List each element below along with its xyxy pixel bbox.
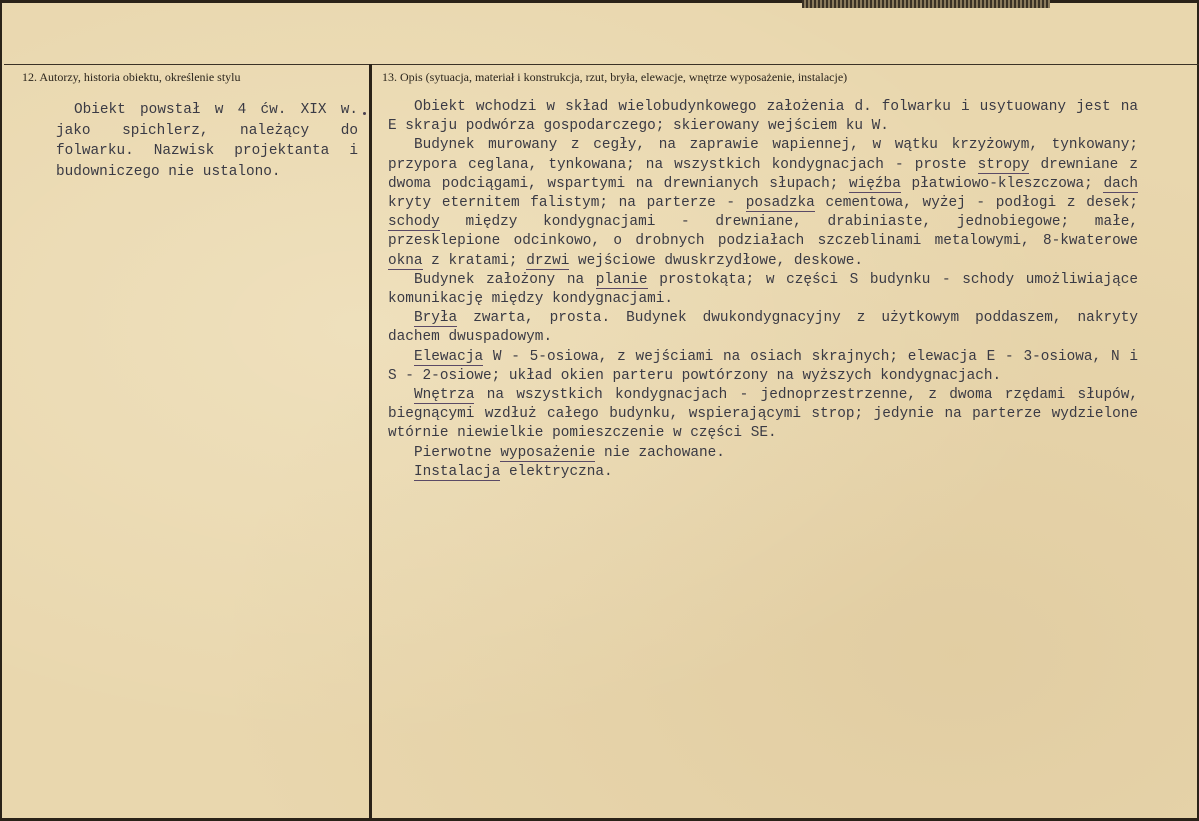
text-run: Pierwotne [414,444,501,461]
keyword-instalacja: Instalacja [414,463,501,480]
ink-dot [363,112,366,115]
keyword-planie: planie [595,271,648,288]
keyword-elewacja: Elewacja [414,348,484,365]
left-header-rule [4,64,369,65]
paragraph-construction [388,136,1138,270]
paragraph-location: Obiekt wchodzi w skład wielobudynkowego założenia d. folwarku i usytuowany jest na E skraju podwórza gospodarczego; skierowany wejściem ku W. [388,99,1138,135]
text-run: płatwiowo-kleszczowa; [900,175,1104,192]
paragraph-installation [388,463,1138,482]
keyword-drzwi: drzwi [526,252,570,269]
paragraph-massing [388,309,1138,347]
text-run: W - 5-osiowa, z wejściami na osiach skrajnych; elewacja E - 3-osiowa, N i S - 2-osiowe; układ okien parteru powtórzony na wyższych kondygnacjach. [388,348,1138,384]
text-run: nie zachowane. [595,444,725,461]
keyword-wyposazenie: wyposażenie [500,444,596,461]
text-run: prostokąta; w części S budynku - schody umożliwiające komunikację między kondygnacjami. [388,271,1138,308]
keyword-dach: dach [1103,175,1138,192]
paragraph-elevation [388,348,1138,386]
keyword-schody: schody [388,214,440,231]
section-13-body [388,98,1138,482]
text-run: wejściowe dwuskrzydłowe, deskowe. [569,252,863,269]
keyword-bryla: Bryła [414,310,458,327]
right-header-rule [372,64,1199,65]
column-divider [369,64,372,821]
paragraph-interiors [388,386,1138,444]
keyword-wiezba: więźba [849,175,901,192]
section-12-body [56,100,358,182]
text-run: kryty eternitem falistym; na parterze - [388,195,746,212]
authors-paragraph: Obiekt powstał w 4 ćw. XIX w. jako spichlerz, należący do folwarku. Nazwisk projektanta i budowniczego nie ustalono. [56,102,358,180]
text-run: elektryczna. [500,463,613,480]
keyword-stropy: stropy [977,156,1030,173]
keyword-wnetrza: Wnętrza [414,387,475,404]
keyword-okna: okna [388,252,423,269]
text-run: Budynek założony na [414,271,596,288]
text-run: na wszystkich kondygnacjach - jednoprzestrzenne, z dwoma rzędami słupów, biegnącymi wzdłuż całego budynku, wspierającymi strop; jedynie na parterze wydzielone wtórnie niewielkie pomieszczenie w części SE. [388,387,1138,442]
text-run: drewniane z dwoma podciągami, wspartymi na drewnianych słupach; [388,156,1138,192]
top-tab-mark [802,0,1050,8]
text-run: cementowa, wyżej - podłogi z desek; [814,195,1139,212]
paragraph-fittings [388,444,1138,463]
paragraph-plan [388,271,1138,309]
keyword-posadzka: posadzka [745,195,815,212]
text-run: z kratami; [422,252,527,269]
text-run: zwarta, prosta. Budynek dwukondygnacyjny z użytkowym poddaszem, nakryty dachem dwuspadowym. [388,310,1138,346]
text-run: między kondygnacjami - drewniane, drabiniaste, jednobiegowe; małe, przesklepione odcinkowo, o drobnych podziałach szczeblinami metalowymi, 8-kwaterowe [388,214,1138,250]
section-12-header: 12. Autorzy, historia obiektu, określenie stylu [22,70,241,84]
text-run: Budynek murowany z cegły, na zaprawie wapiennej, w wątku krzyżowym, tynkowany; przypora ceglana, tynkowana; na wszystkich kondygnacjach - proste [388,137,1138,173]
section-13-header: 13. Opis (sytuacja, materiał i konstrukcja, rzut, bryła, elewacje, wnętrze wyposażenie, instalacje) [382,70,848,84]
